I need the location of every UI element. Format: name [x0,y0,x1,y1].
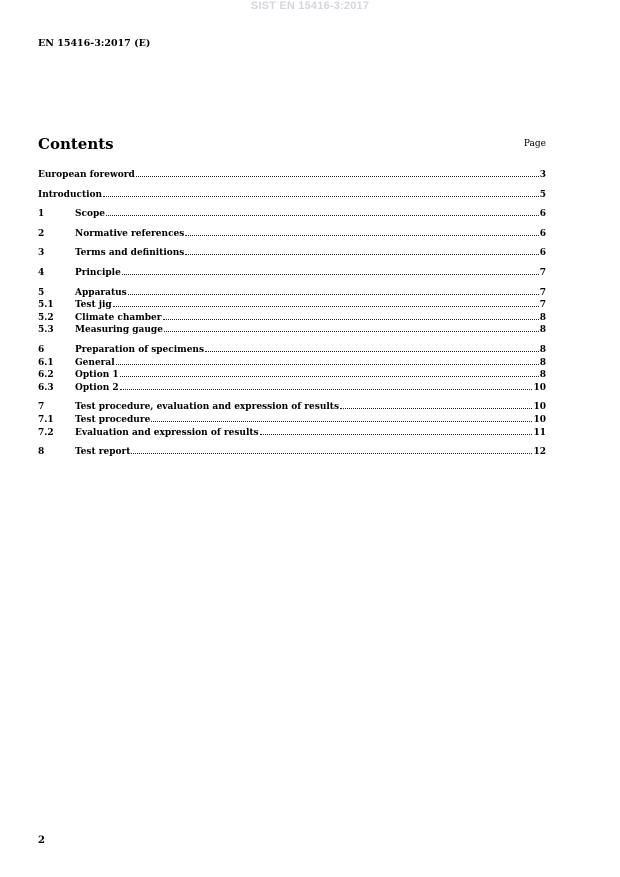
toc-entry-page: 6 [539,209,546,220]
toc-entry-7-1[interactable] [38,413,546,426]
toc-entry-title: Preparation of specimens [75,344,205,355]
dot-leader [205,343,539,352]
toc-entry-page: 8 [539,325,546,336]
dot-leader [185,246,538,255]
toc-entry-number: 5.3 [38,325,54,336]
toc-entry-page: 10 [533,402,546,413]
dot-leader [163,311,539,320]
toc-entry-page: 8 [539,357,546,368]
toc-entry-number: 1 [38,209,45,220]
dot-leader [136,168,539,177]
dot-leader [131,445,532,454]
dot-leader [103,188,539,197]
dot-leader [106,207,539,216]
toc-entry-introduction[interactable] [38,188,546,201]
toc-entry-title: Apparatus [75,287,127,298]
dot-leader [260,426,533,435]
toc-entry-title: Terms and definitions [75,248,185,259]
toc-entry-8[interactable] [38,445,546,458]
toc-entry-number: 5 [38,287,45,298]
toc-entry-title: Normative references [75,228,185,239]
dot-leader [116,356,539,365]
toc-entry-page: 3 [539,170,546,180]
toc-entry-number: 7.1 [38,414,54,425]
toc-entry-5-2[interactable] [38,311,546,324]
toc-entry-title: General [75,357,115,368]
dot-leader [128,286,539,295]
toc-entry-6-2[interactable] [38,368,546,381]
toc-entry-title: Measuring gauge [75,325,163,336]
toc-entry-3[interactable] [38,246,546,259]
document-id: EN 15416-3:2017 (E) [38,38,151,49]
toc-entry-number: 4 [38,267,45,278]
toc-entry-5-1[interactable] [38,298,546,311]
toc-entry-page: 8 [539,370,546,381]
toc-entry-page: 8 [539,344,546,355]
toc-entry-title: Test jig [75,300,112,311]
toc-entry-page: 8 [539,312,546,323]
toc-entry-1[interactable] [38,207,546,220]
toc-entry-page: 12 [533,447,546,458]
dot-leader [113,298,539,307]
toc-entry-foreword[interactable] [38,168,546,181]
toc-entry-5[interactable] [38,286,546,299]
dot-leader [122,266,539,275]
page-number: 2 [38,835,45,846]
toc-entry-title: Option 1 [75,370,119,381]
toc-entry-4[interactable] [38,266,546,279]
toc-entry-page: 6 [539,228,546,239]
toc-entry-number: 3 [38,248,45,259]
toc-entry-title: Test procedure, evaluation and expression of results [75,402,340,413]
watermark: SIST EN 15416-3:2017 [250,0,370,12]
dot-leader [164,323,539,332]
dot-leader [120,381,533,390]
dot-leader [340,400,532,409]
dot-leader [151,413,532,422]
toc-entry-title: Scope [75,209,106,220]
toc-entry-title: Test procedure [75,414,151,425]
toc-entry-6[interactable] [38,343,546,356]
toc-entry-title: Evaluation and expression of results [75,427,259,438]
dot-leader [185,227,538,236]
toc-entry-5-3[interactable] [38,323,546,336]
toc-entry-2[interactable] [38,227,546,240]
toc-entry-page: 7 [539,267,546,278]
toc-entry-7-2[interactable] [38,426,546,439]
contents-title: Contents [38,135,114,153]
toc-entry-number: 7 [38,402,45,413]
toc-entry-number: 5.1 [38,300,54,311]
toc-entry-page: 7 [539,287,546,298]
toc-entry-page: 5 [539,189,546,200]
toc-entry-number: 5.2 [38,312,54,323]
toc-entry-7[interactable] [38,400,546,413]
toc-entry-number: 6.3 [38,382,54,393]
toc-entry-number: 6.1 [38,357,54,368]
table-of-contents [38,168,546,458]
toc-entry-number: 8 [38,447,45,458]
toc-entry-title: European foreword [38,170,135,180]
toc-entry-6-3[interactable] [38,381,546,394]
toc-entry-title: Option 2 [75,382,119,393]
toc-entry-number: 7.2 [38,427,54,438]
toc-entry-title: Introduction [38,189,103,200]
toc-entry-page: 10 [533,382,546,393]
page-column-label: Page [523,139,546,149]
toc-entry-page: 6 [539,248,546,259]
toc-entry-number: 2 [38,228,45,239]
toc-entry-title: Principle [75,267,121,278]
toc-entry-title: Test report [75,447,131,458]
toc-entry-title: Climate chamber [75,312,162,323]
toc-entry-page: 11 [533,427,546,438]
toc-entry-number: 6.2 [38,370,54,381]
toc-entry-page: 7 [539,300,546,311]
toc-entry-6-1[interactable] [38,356,546,369]
dot-leader [120,368,539,377]
toc-entry-number: 6 [38,344,45,355]
toc-entry-page: 10 [533,414,546,425]
